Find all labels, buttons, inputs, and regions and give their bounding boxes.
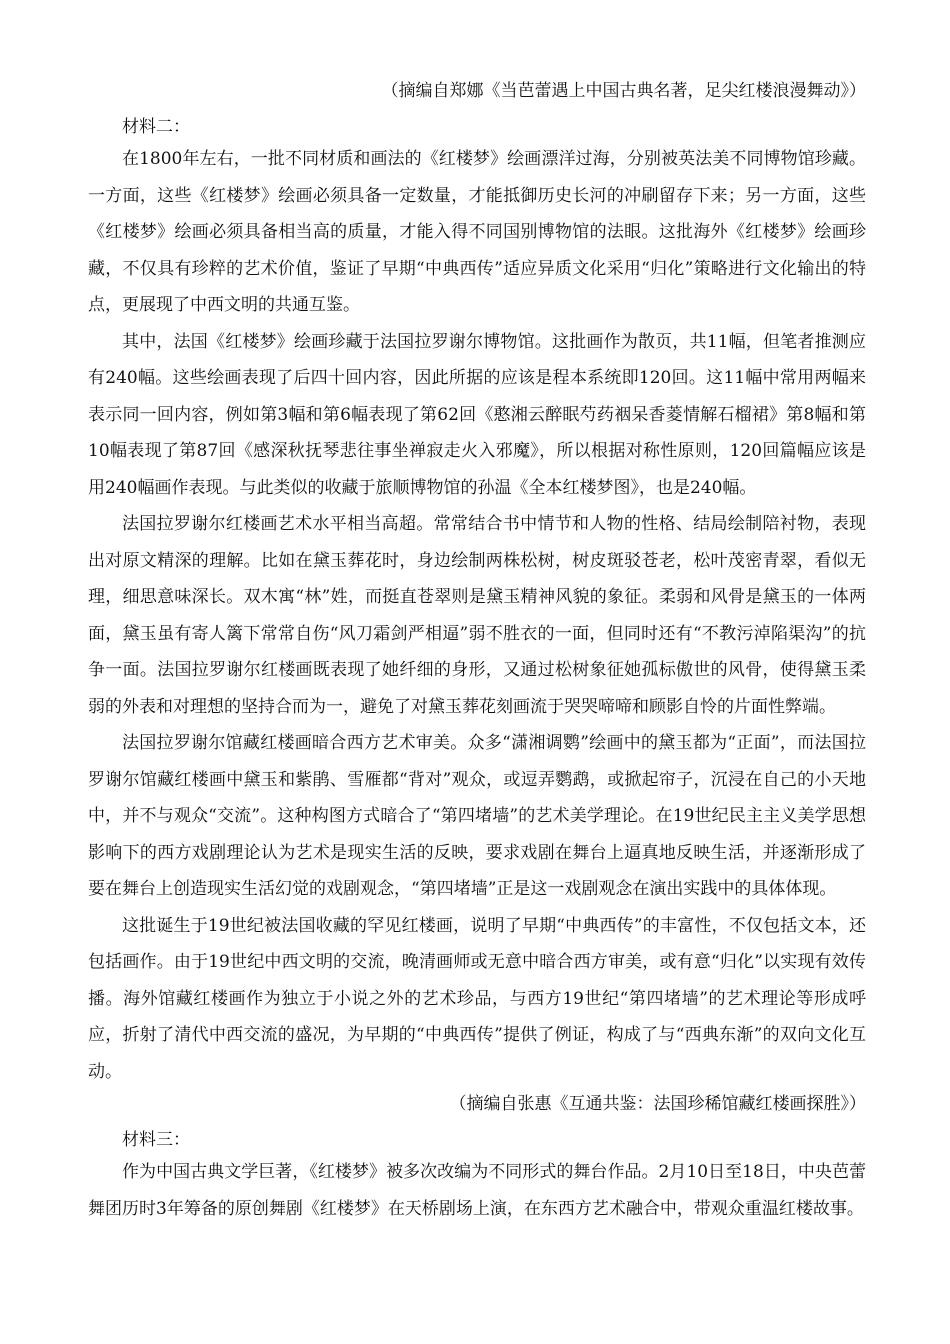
- material-3-paragraph-1: 作为中国古典文学巨著，《红楼梦》被多次改编为不同形式的舞台作品。2月10日至18日，中央芭蕾舞团历时3年筹备的原创舞剧《红楼梦》在天桥剧场上演，在东西方艺术融合中，带观众重温红楼故事。: [88, 1162, 866, 1219]
- material-2-paragraph-3: 法国拉罗谢尔红楼画艺术水平相当高超。常常结合书中情节和人物的性格、结局绘制陪衬物，表现出对原文精深的理解。比如在黛玉葬花时，身边绘制两株松树，树皮斑驳苍老，松叶茂密青翠，看似无理，细思意味深长。双木寓“林”姓，而挺直苍翠则是黛玉精神风貌的象征。柔弱和风骨是黛玉的一体两面，黛玉虽有寄人篱下常常自伤“风刀霜剑严相逼”弱不胜衣的一面，但同时还有“不教污淖陷渠沟”的抗争一面。法国拉罗谢尔红楼画既表现了她纤细的身形，又通过松树象征她孤标傲世的风骨，使得黛玉柔弱的外表和对理想的坚持合而为一，避免了对黛玉葬花刻画流于哭哭啼啼和顾影自怜的片面性弊端。: [88, 514, 866, 717]
- material-2-paragraph-2: 其中，法国《红楼梦》绘画珍藏于法国拉罗谢尔博物馆。这批画作为散页，共11幅，但笔者推测应有240幅。这些绘画表现了后四十回内容，因此所据的应该是程本系统即120回。这11幅中常用两幅来表示同一回内容，例如第3幅和第6幅表现了第62回《憨湘云醉眠芍药裀呆香菱情解石榴裙》第8幅和第10幅表现了第87回《感深秋抚琴悲往事坐禅寂走火入邪魔》，所以根据对称性原则，120回篇幅应该是用240幅画作表现。与此类似的收藏于旅顺博物馆的孙温《全本红楼梦图》，也是240幅。: [88, 331, 866, 498]
- material-2-paragraph-4: 法国拉罗谢尔馆藏红楼画暗合西方艺术审美。众多“潇湘调鹦”绘画中的黛玉都为“正面”，而法国拉罗谢尔馆藏红楼画中黛玉和紫鹃、雪雁都“背对”观众，或逗弄鹦鹉，或掀起帘子，沉浸在自己的小天地中，并不与观众“交流”。这种构图方式暗合了“第四堵墙”的艺术美学理论。在19世纪民主主义美学思想影响下的西方戏剧理论认为艺术是现实生活的反映，要求戏剧在舞台上逼真地反映生活，并逐渐形成了要在舞台上创造现实生活幻觉的戏剧观念，“第四堵墙”正是这一戏剧观念在演出实践中的具体体现。: [88, 733, 866, 899]
- material-2-paragraph-5: 这批诞生于19世纪被法国收藏的罕见红楼画，说明了早期“中典西传”的丰富性，不仅包括文本，还包括画作。由于19世纪中西文明的交流，晚清画师或无意中暗合西方审美，或有意“归化”以实现有效传播。海外馆藏红楼画作为独立于小说之外的艺术珍品，与西方19世纪“第四堵墙”的艺术理论等形成呼应，折射了清代中西交流的盛况，为早期的“中典西传”提供了例证，构成了与“西典东渐”的双向文化互动。: [88, 915, 866, 1082]
- material-2-paragraph-1: 在1800年左右，一批不同材质和画法的《红楼梦》绘画漂洋过海，分别被英法美不同博物馆珍藏。一方面，这些《红楼梦》绘画必须具备一定数量，才能抵御历史长河的冲刷留存下来；另一方面，这些《红楼梦》绘画必须具备相当高的质量，才能入得不同国别博物馆的法眼。这批海外《红楼梦》绘画珍藏，不仅具有珍粹的艺术价值，鉴证了早期“中典西传”适应异质文化采用“归化”策略进行文化输出的特点，更展现了中西文明的共通互鉴。: [88, 149, 866, 315]
- material-3-label: 材料三：: [122, 1130, 190, 1150]
- document-content: [88, 77, 866, 1227]
- material-2-label: 材料二：: [122, 117, 190, 137]
- source-citation-2: （摘编自张惠《互通共鉴：法国珍稀馆藏红楼画探胜》）: [449, 1094, 866, 1114]
- source-citation-1: （摘编自郑娜《当芭蕾遇上中国古典名著，足尖红楼浪漫舞动》）: [381, 81, 866, 101]
